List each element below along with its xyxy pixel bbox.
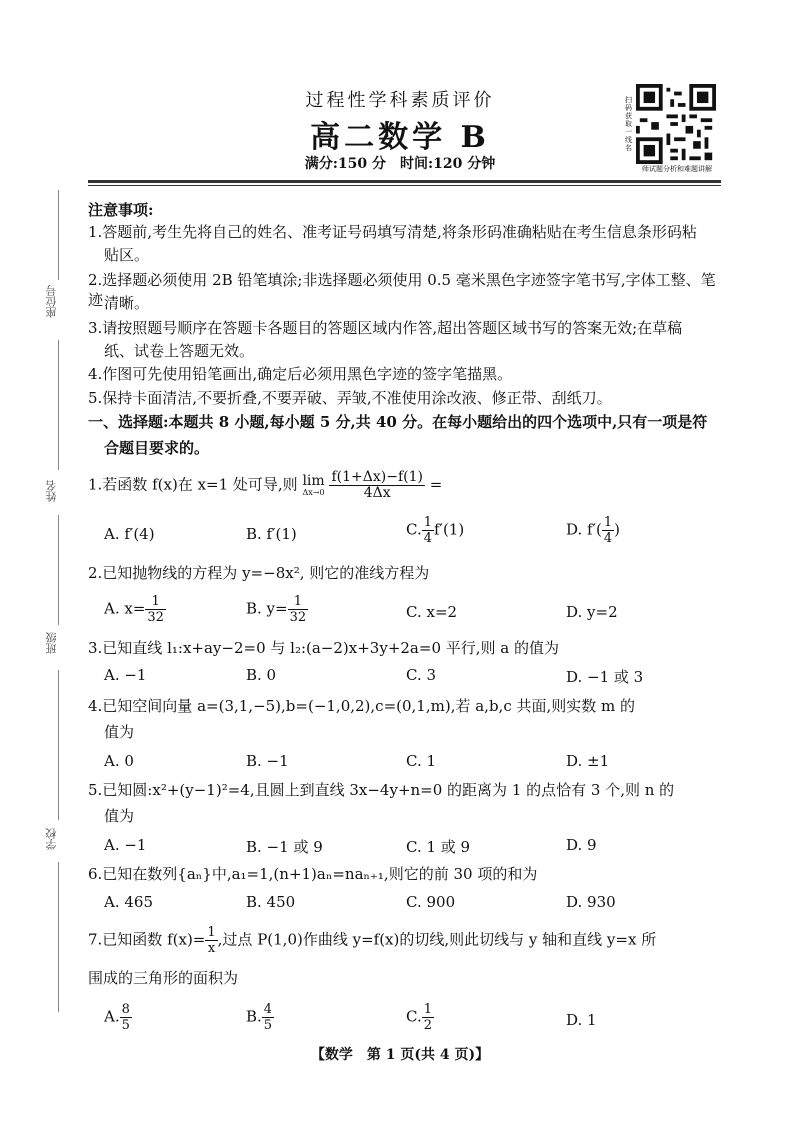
- q2-option-a: A. x= $\frac{1}{32}$: [104, 594, 164, 625]
- q2-option-d: D. y=2: [566, 603, 618, 621]
- q5-option-c: C. 1 或 9: [406, 838, 471, 856]
- qr-caption: 师试题分析和难题讲解: [642, 165, 712, 173]
- q1-option-d: D. f′( $\frac{1}{4}$ ): [566, 515, 620, 546]
- binding-line: [58, 862, 59, 1012]
- exam-meta: 满分:150 分 时间:120 分钟: [304, 156, 496, 172]
- note-line: 1.答题前,考生先将自己的姓名、准考证号码填写清楚,将条形码准确粘贴在考生信息条形码粘: [88, 223, 697, 241]
- q6-option-a: A. 465: [104, 893, 153, 911]
- q6-option-d: D. 930: [566, 893, 616, 911]
- q3-option-d: D. −1 或 3: [566, 668, 644, 686]
- question-7-stem: 7.已知函数 f(x)= $\frac{1}{x}$ ,过点 P(1,0)作曲线 y=f(x)的切线,则此切线与 y 轴和直线 y=x 所: [88, 925, 657, 956]
- q7-option-c: C. $\frac{1}{2}$: [406, 1002, 432, 1033]
- q5-option-a: A. −1: [104, 836, 147, 854]
- binding-line: [58, 190, 59, 280]
- qr-side-caption: 扫码获取一线名: [625, 96, 632, 152]
- binding-line: [58, 670, 59, 820]
- header-rule-thin: [88, 185, 721, 186]
- seat-number-label: 座位号: [45, 285, 58, 318]
- q4-option-a: A. 0: [104, 752, 134, 770]
- question-3-stem: 3.已知直线 l₁:x+ay−2=0 与 l₂:(a−2)x+3y+2a=0 平行,则 a 的值为: [88, 639, 559, 657]
- q4-option-b: B. −1: [246, 752, 289, 770]
- q4-option-c: C. 1: [406, 752, 437, 770]
- q1-option-c: C. $\frac{1}{4}$ f′(1): [406, 515, 465, 546]
- question-6-stem: 6.已知在数列{aₙ}中,a₁=1,(n+1)aₙ=naₙ₊₁,则它的前 30 项的和为: [88, 865, 538, 883]
- note-line: 5.保持卡面清洁,不要折叠,不要弄破、弄皱,不准使用涂改液、修正带、刮纸刀。: [88, 389, 612, 407]
- binding-line: [58, 340, 59, 470]
- binding-line: [58, 515, 59, 625]
- exam-title: 高二数学 B: [310, 120, 490, 155]
- q2-option-c: C. x=2: [406, 603, 458, 621]
- note-line: 清晰。: [104, 294, 150, 312]
- qr-code: [636, 84, 716, 164]
- section-heading: 一、选择题:本题共 8 小题,每小题 5 分,共 40 分。在每小题给出的四个选项中,只有一项是符: [88, 413, 708, 431]
- q7-option-d: D. 1: [566, 1011, 597, 1029]
- question-4-stem-cont: 值为: [104, 723, 135, 741]
- question-5-stem-cont: 值为: [104, 807, 135, 825]
- question-1-stem: 1.若函数 f(x)在 x=1 处可导,则 lim Δx→0 $\frac{f(1+\Delta x)-f(1)}{4\Delta x}$ =: [88, 469, 443, 501]
- class-label: 班级: [45, 632, 58, 654]
- question-7-stem-cont: 围成的三角形的面积为: [88, 969, 239, 987]
- note-line: 4.作图可先使用铅笔画出,确定后必须用黑色字迹的签字笔描黑。: [88, 365, 513, 383]
- q7-option-b: B. $\frac{4}{5}$: [246, 1002, 273, 1033]
- question-5-stem: 5.已知圆:x²+(y−1)²=4,且圆上到直线 3x−4y+n=0 的距离为 1 的点恰有 3 个,则 n 的: [88, 781, 675, 799]
- school-label: 学校: [45, 828, 58, 850]
- note-line: 贴区。: [104, 246, 150, 264]
- name-label: 姓名: [45, 480, 58, 502]
- exam-series-title: 过程性学科素质评价: [305, 90, 495, 111]
- q5-option-d: D. 9: [566, 836, 597, 854]
- q6-option-b: B. 450: [246, 893, 296, 911]
- question-4-stem: 4.已知空间向量 a=(3,1,−5),b=(−1,0,2),c=(0,1,m),若 a,b,c 共面,则实数 m 的: [88, 697, 636, 715]
- header-rule: [88, 180, 721, 183]
- q5-option-b: B. −1 或 9: [246, 838, 323, 856]
- q3-option-b: B. 0: [246, 666, 277, 684]
- section-heading-cont: 合题目要求的。: [104, 439, 210, 457]
- q7-option-a: A. $\frac{8}{5}$: [104, 1002, 130, 1033]
- page-footer: 【数学 第 1 页(共 4 页)】: [310, 1047, 490, 1063]
- q2-option-b: B. y= $\frac{1}{32}$: [246, 594, 307, 625]
- q6-option-c: C. 900: [406, 893, 456, 911]
- question-2-stem: 2.已知抛物线的方程为 y=−8x², 则它的准线方程为: [88, 564, 430, 582]
- q3-option-a: A. −1: [104, 666, 147, 684]
- note-line: 2.选择题必须使用 2B 铅笔填涂;非选择题必须使用 0.5 毫米黑色字迹签字笔书写,字体工整、笔迹: [88, 271, 716, 309]
- notes-heading: 注意事项:: [88, 201, 154, 219]
- note-line: 3.请按照题号顺序在答题卡各题目的答题区域内作答,超出答题区域书写的答案无效;在草稿: [88, 319, 683, 337]
- q1-option-a: A. f′(4): [104, 525, 155, 543]
- q3-option-c: C. 3: [406, 666, 437, 684]
- q4-option-d: D. ±1: [566, 752, 610, 770]
- q1-option-b: B. f′(1): [246, 525, 297, 543]
- note-line: 纸、试卷上答题无效。: [104, 342, 255, 360]
